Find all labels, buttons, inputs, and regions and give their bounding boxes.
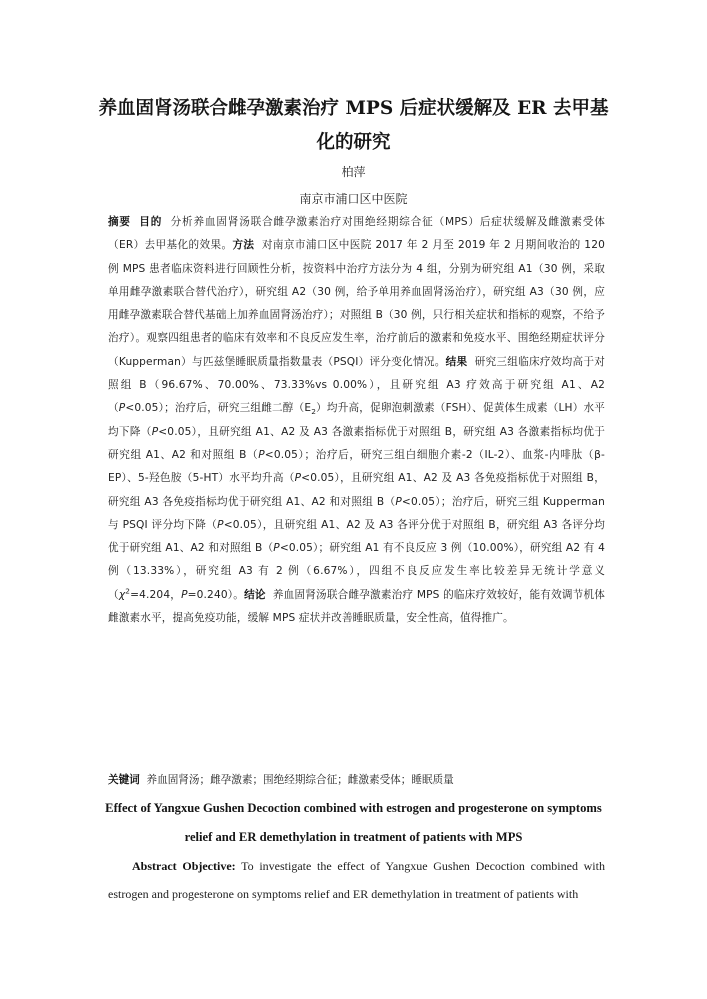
conclusion-label: 结论	[244, 588, 266, 601]
p-symbol: P	[294, 472, 302, 485]
result-text: 研究三组临床疗效均高于对照组 B（96.67%、70.00%、73.33%vs 0.00%），且研究组 A3 疗效高于研究组 A1、A2（	[108, 355, 605, 415]
result-text: <0.05），且研究组 A1、A2 及 A3 各免疫指标优于对照组 B，研究组 A3 各免疫指标均优于研究组 A1、A2 和对照组 B（	[108, 472, 605, 508]
author-affiliation: 南京市浦口区中医院	[299, 192, 408, 206]
p-symbol: P	[118, 402, 126, 415]
p-symbol: P	[395, 495, 402, 508]
result-label: 结果	[445, 355, 468, 368]
objective-label: 目的	[139, 216, 163, 228]
abstract-cn	[108, 211, 605, 630]
conclusion-text: 养血固肾汤联合雌孕激素治疗 MPS 的临床疗效较好，能有效调节机体雌激素水平，提高免疫功能，缓解 MPS 症状并改善睡眠质量，安全性高，值得推广。	[108, 588, 606, 625]
result-text: <0.05），且研究组 A1、A2 及 A3 各激素指标优于对照组 B，研究组 A3 各激素指标均优于研究组 A1、A2 和对照组 B（	[108, 425, 605, 461]
result-text: <0.05）；研究组 A1 有不良反应 3 例（10.00%），研究组 A2 有 4 例（13.33%），研究组 A3 有 2 例（6.67%），四组不良反应发生率比较差异无统计学意义（	[108, 542, 605, 601]
chi-superscript: 2	[125, 586, 131, 596]
keywords-text: 养血固肾汤；雌孕激素；围绝经期综合征；雌激素受体；睡眠质量	[146, 774, 454, 786]
paper-title: 养血固肾汤联合雌孕激素治疗 MPS 后症状缓解及 ER 去甲基化的研究	[98, 98, 609, 153]
result-text: =4.204，	[130, 588, 182, 601]
p-symbol: P	[217, 518, 224, 531]
method-text: 对南京市浦口区中医院 2017 年 2 月至 2019 年 2 月期间收治的 120 例 MPS 患者临床资料进行回顾性分析，按资料中治疗方法分为 4 组，分别为研究组 A1（30 例，采取单用雌孕激素联合替代治疗），研究组 A2（30 例，给予单用养血固肾汤治疗），研究组 A3（30 例，应用雌孕激素联合替代基础上加养血固肾汤治疗）；对照组 B（30 例，只行相关症状和指标的观察，不给予治疗）。观察四组患者的临床有效率和不良反应发生率，治疗前后的激素和免疫水平、围绝经期症状评分（Kupperman）与匹兹堡睡眠质量指数量表（PSQI）评分变化情况。	[108, 239, 605, 368]
paper-title-en: Effect of Yangxue Gushen Decoction combined with estrogen and progesterone on symptoms relief and ER demethylation in treatment of patients with MPS	[105, 801, 602, 844]
abstract-en	[108, 852, 605, 908]
p-symbol: P	[273, 542, 280, 555]
keywords-cn	[108, 772, 605, 788]
objective-text: 分析养血固肾汤联合雌孕激素治疗对围绝经期综合征（MPS）后症状缓解及雌激素受体（ER）去甲基化的效果。	[108, 216, 605, 252]
method-label: 方法	[232, 239, 255, 252]
keywords-label: 关键词	[108, 774, 140, 786]
result-text: <0.05）；治疗后，研究三组 Kupperman 与 PSQI 评分均下降（	[108, 495, 605, 531]
abstract-en-label: Abstract Objective:	[132, 859, 236, 873]
p-symbol: P	[258, 448, 265, 461]
abstract-label: 摘要	[108, 216, 131, 228]
chi-symbol: χ	[118, 588, 126, 601]
abstract-en-text: To investigate the effect of Yangxue Gushen Decoction combined with estrogen and progesterone on symptoms relief and ER demethylation in treatment of patients with	[108, 859, 605, 901]
result-text: <0.05），且研究组 A1、A2 及 A3 各评分优于对照组 B，研究组 A3 各评分均优于研究组 A1、A2 和对照组 B（	[108, 518, 605, 555]
e2-subscript: 2	[311, 407, 317, 417]
result-text: =0.240）。	[187, 588, 245, 601]
result-text: ）均升高，促卵泡刺激素（FSH）、促黄体生成素（LH）水平均下降（	[108, 402, 606, 438]
result-text: <0.05）；治疗后，研究三组雌二醇（E	[125, 402, 312, 415]
author-name: 柏萍	[341, 165, 366, 179]
p-symbol: P	[151, 425, 159, 438]
p-symbol: P	[181, 588, 188, 601]
result-text: <0.05）；治疗后，研究三组白细胞介素-2（IL-2）、血浆-内啡肽（β-EP）、5-羟色胺（5-HT）水平均升高（	[108, 448, 605, 485]
